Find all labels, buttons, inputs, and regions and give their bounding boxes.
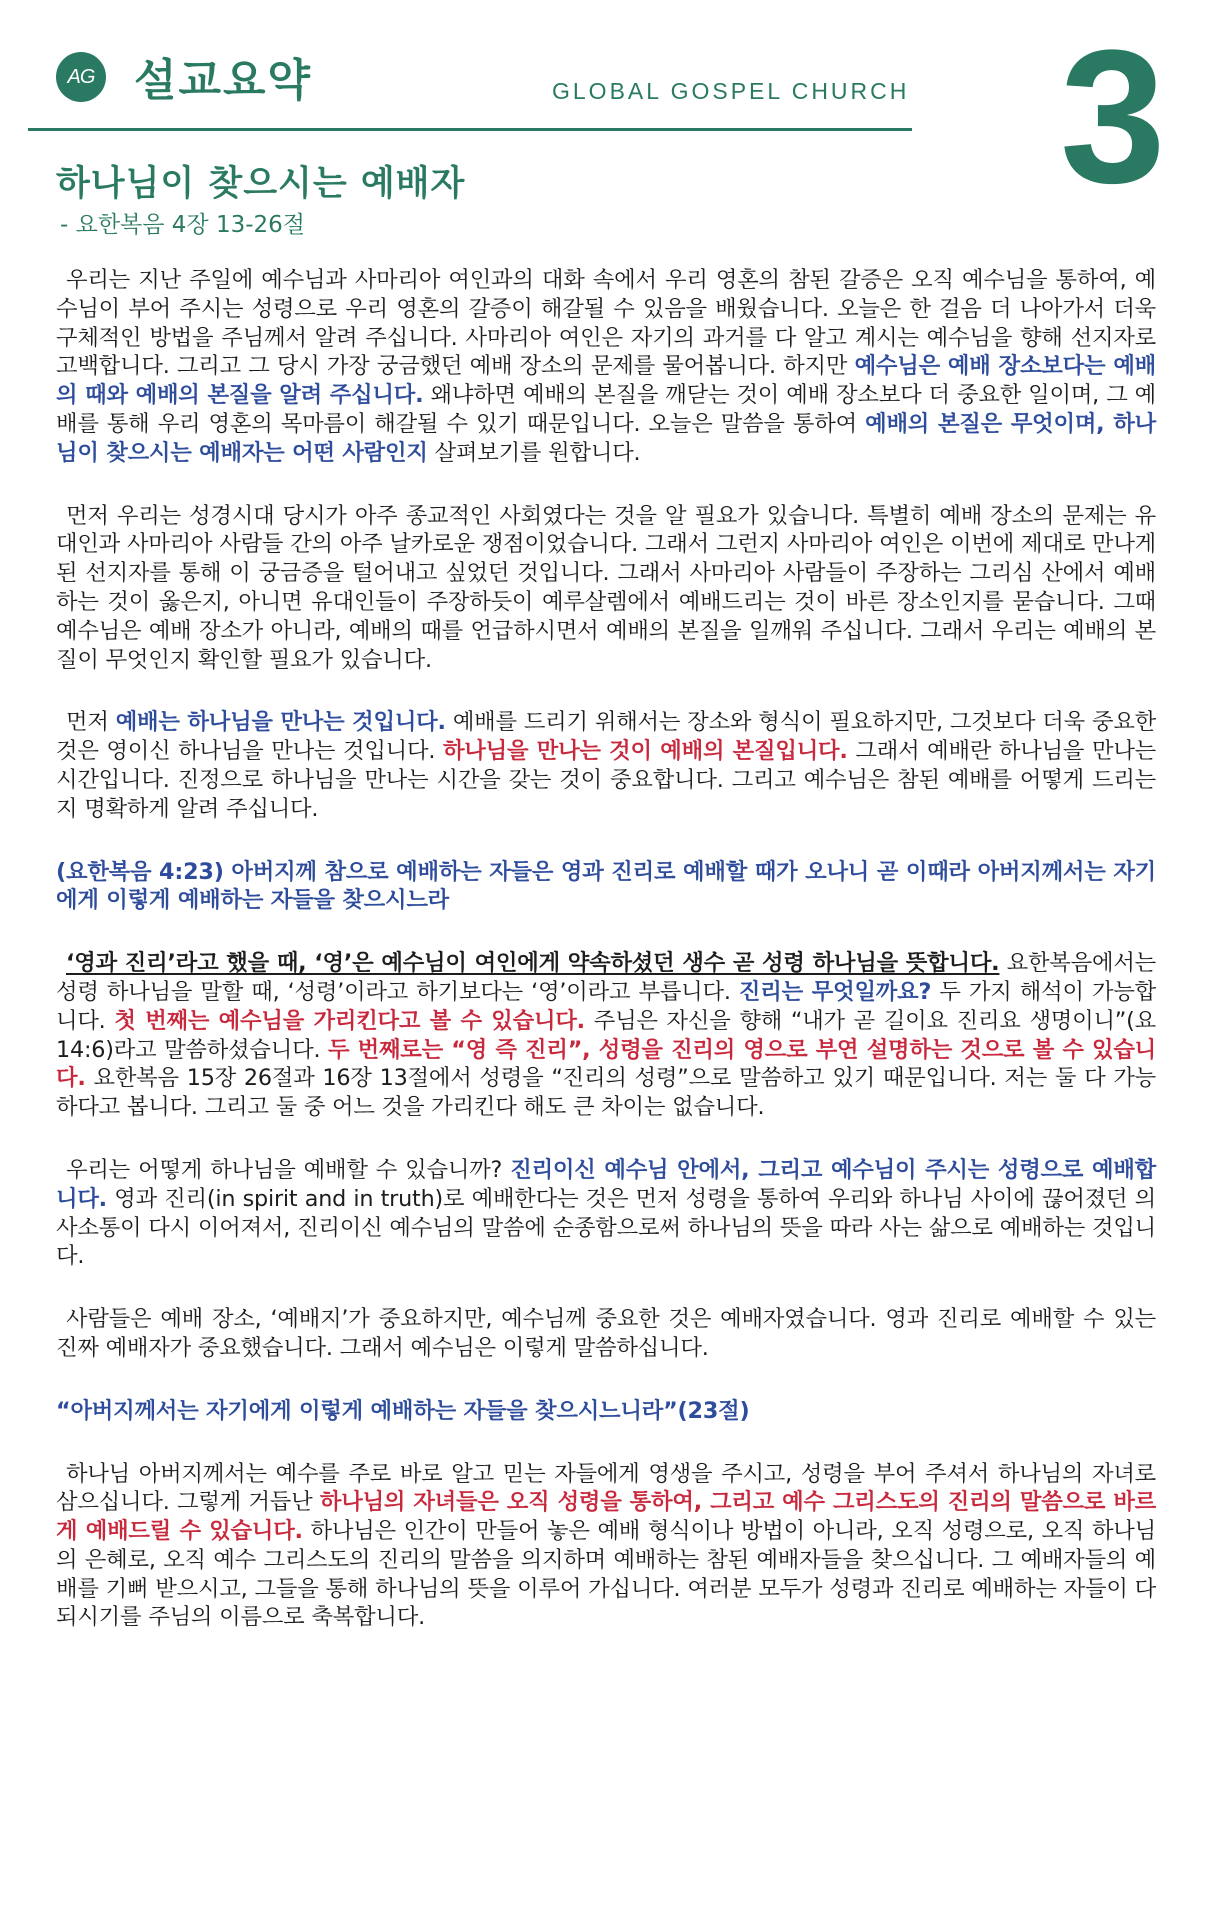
emphasis-text: 하나님을 만나는 것이 예배의 본질입니다. — [442, 738, 848, 765]
paragraph-spirit-truth: ‘영과 진리’라고 했을 때, ‘영’은 예수님이 여인에게 약속하셨던 생수 곧 성령 하나님을 뜻합니다. 요한복음에서는 성령 하나님을 말할 때, ‘성령’이라고 하기보다는 ‘영’이라고 부릅니다. 진리는 무엇일까요? 두 가지 해석이 가능합니다. 첫 번째는 예수님을 가리킨다고 볼 수 있습니다. 주님은 자신을 향해 “내가 곧 길이요 진리요 생명이니”(요 14:6)라고 말씀하셨습니다. 두 번째로는 “영 즉 진리”, 성령을 진리의 영으로 부연 설명하는 것으로 볼 수 있습니다. 요한복음 15장 26절과 16장 13절에서 성령을 “진리의 성령”으로 말씀하고 있기 때문입니다. 저는 둘 다 가능하다고 봅니다. 그리고 둘 중 어느 것을 가리킨다 해도 큰 차이는 없습니다. — [56, 950, 1157, 1121]
emphasis-text: 하나님의 자녀들은 오직 성령을 통하여, 그리고 예수 그리스도의 진리의 말씀으로 바르게 예배드릴 수 있습니다. — [56, 1489, 1156, 1545]
highlight-text: 예수님은 예배 장소보다는 예배의 때와 예배의 본질을 알려 주십니다. — [56, 353, 1156, 409]
lead-sentence: ‘영과 진리’라고 했을 때, ‘영’은 예수님이 여인에게 약속하셨던 생수 곧 성령 하나님을 뜻합니다. — [66, 950, 1000, 977]
emphasis-text: 두 번째로는 “영 즉 진리”, 성령을 진리의 영으로 부연 설명하는 것으로 볼 수 있습니다. — [56, 1036, 1157, 1092]
emphasis-text: 첫 번째는 예수님을 가리킨다고 볼 수 있습니다. — [114, 1007, 585, 1034]
header-title: 설교요약 — [134, 55, 313, 106]
paragraph-how-to-worship: 우리는 어떻게 하나님을 예배할 수 있습니까? 진리이신 예수님 안에서, 그리고 예수님이 주시는 성령으로 예배합니다. 영과 진리(in spirit and in truth)로 예배한다는 것은 먼저 성령을 통하여 우리와 하나님 사이에 끊어졌던 의사소통이 다시 이어져서, 진리이신 예수님의 말씀에 순종함으로써 하나님의 뜻을 따라 사는 삶으로 예배하는 것입니다. — [56, 1156, 1156, 1270]
highlight-text: 예배는 하나님을 만나는 것입니다. — [115, 709, 446, 736]
header-divider — [28, 128, 912, 131]
scripture-quote: (요한복음 4:23) 아버지께 참으로 예배하는 자들은 영과 진리로 예배할 때가 오나니 곧 이때라 아버지께서는 자기에게 이렇게 예배하는 자들을 찾으시느라 — [56, 858, 1156, 914]
highlight-text: 진리이신 예수님 안에서, 그리고 예수님이 주시는 성령으로 예배합니다. — [56, 1156, 1156, 1212]
paragraph-conclusion: 하나님 아버지께서는 예수를 주로 바로 알고 믿는 자들에게 영생을 주시고, 성령을 부어 주셔서 하나님의 자녀로 삼으십니다. 그렇게 거듭난 하나님의 자녀들은 오직 성령을 통하여, 그리고 예수 그리스도의 진리의 말씀으로 바르게 예배드릴 수 있습니다. 하나님은 인간이 만들어 놓은 예배 형식이나 방법이 아니라, 오직 성령으로, 오직 하나님의 은혜로, 오직 예수 그리스도의 진리의 말씀을 의지하며 예배하는 참된 예배자들을 찾으십니다. 그 예배자들의 예배를 기뻐 받으시고, 그들을 통해 하나님의 뜻을 이루어 가십니다. 여러분 모두가 성령과 진리로 예배하는 자들이 다 되시기를 주님의 이름으로 축복합니다. — [56, 1460, 1156, 1631]
church-logo: AG — [56, 52, 106, 102]
paragraph-intro: 우리는 지난 주일에 예수님과 사마리아 여인과의 대화 속에서 우리 영혼의 참된 갈증은 오직 예수님을 통하여, 예수님이 부어 주시는 성령으로 우리 영혼의 갈증이 해갈될 수 있음을 배웠습니다. 오늘은 한 걸음 더 나아가서 더욱 구체적인 방법을 주님께서 알려 주십니다. 사마리아 여인은 자기의 과거를 다 알고 계시는 예수님을 향해 선지자로 고백합니다. 그리고 그 당시 가장 궁금했던 예배 장소의 문제를 물어봅니다. 하지만 예수님은 예배 장소보다는 예배의 때와 예배의 본질을 알려 주십니다. 왜냐하면 예배의 본질을 깨닫는 것이 예배 장소보다 더 중요한 일이며, 그 예배를 통해 우리 영혼의 목마름이 해갈될 수 있기 때문입니다. 오늘은 말씀을 통하여 예배의 본질은 무엇이며, 하나님이 찾으시는 예배자는 어떤 사람인지 살펴보기를 원합니다. — [56, 267, 1157, 466]
paragraph-essence: 먼저 예배는 하나님을 만나는 것입니다. 예배를 드리기 위해서는 장소와 형식이 필요하지만, 그것보다 더욱 중요한 것은 영이신 하나님을 만나는 것입니다. 하나님을 만나는 것이 예배의 본질입니다. 그래서 예배란 하나님을 만나는 시간입니다. 진정으로 하나님을 만나는 시간을 갖는 것이 중요합니다. 그리고 예수님은 참된 예배를 어떻게 드리는지 명확하게 알려 주십니다. — [56, 709, 1156, 822]
highlight-text: 진리는 무엇일까요? — [738, 978, 932, 1005]
paragraph-worshipper: 사람들은 예배 장소, ‘예배지’가 중요하지만, 예수님께 중요한 것은 예배자였습니다. 영과 진리로 예배할 수 있는 진짜 예배자가 중요했습니다. 그래서 예수님은 이렇게 말씀하십니다. — [56, 1306, 1156, 1361]
scripture-quote: “아버지께서는 자기에게 이렇게 예배하는 자들을 찾으시느니라”(23절) — [56, 1397, 750, 1424]
paragraph-context: 먼저 우리는 성경시대 당시가 아주 종교적인 사회였다는 것을 알 필요가 있습니다. 특별히 예배 장소의 문제는 유대인과 사마리아 사람들 간의 아주 날카로운 쟁점이었습니다. 그래서 그런지 사마리아 여인은 이번에 제대로 만나게 된 선지자를 통해 이 궁금증을 털어내고 싶었던 것입니다. 그래서 사마리아 사람들이 주장하는 그리심 산에서 예배하는 것이 옳은지, 아니면 유대인들이 주장하듯이 예루살렘에서 예배드리는 것이 바른 장소인지를 묻습니다. 그때 예수님은 예배 장소가 아니라, 예배의 때를 언급하시면서 예배의 본질을 일깨워 주십니다. 그래서 우리는 예배의 본질이 무엇인지 확인할 필요가 있습니다. — [56, 502, 1156, 673]
sermon-title: 하나님이 찾으시는 예배자 — [56, 164, 466, 204]
scripture-reference: - 요한복음 4장 13-26절 — [60, 212, 306, 238]
page-number: 3 — [1060, 11, 1166, 223]
church-name: GLOBAL GOSPEL CHURCH — [552, 78, 910, 104]
sermon-body — [56, 266, 1156, 1666]
highlight-text: 예배의 본질은 무엇이며, 하나님이 찾으시는 예배자는 어떤 사람인지 — [56, 410, 1156, 466]
